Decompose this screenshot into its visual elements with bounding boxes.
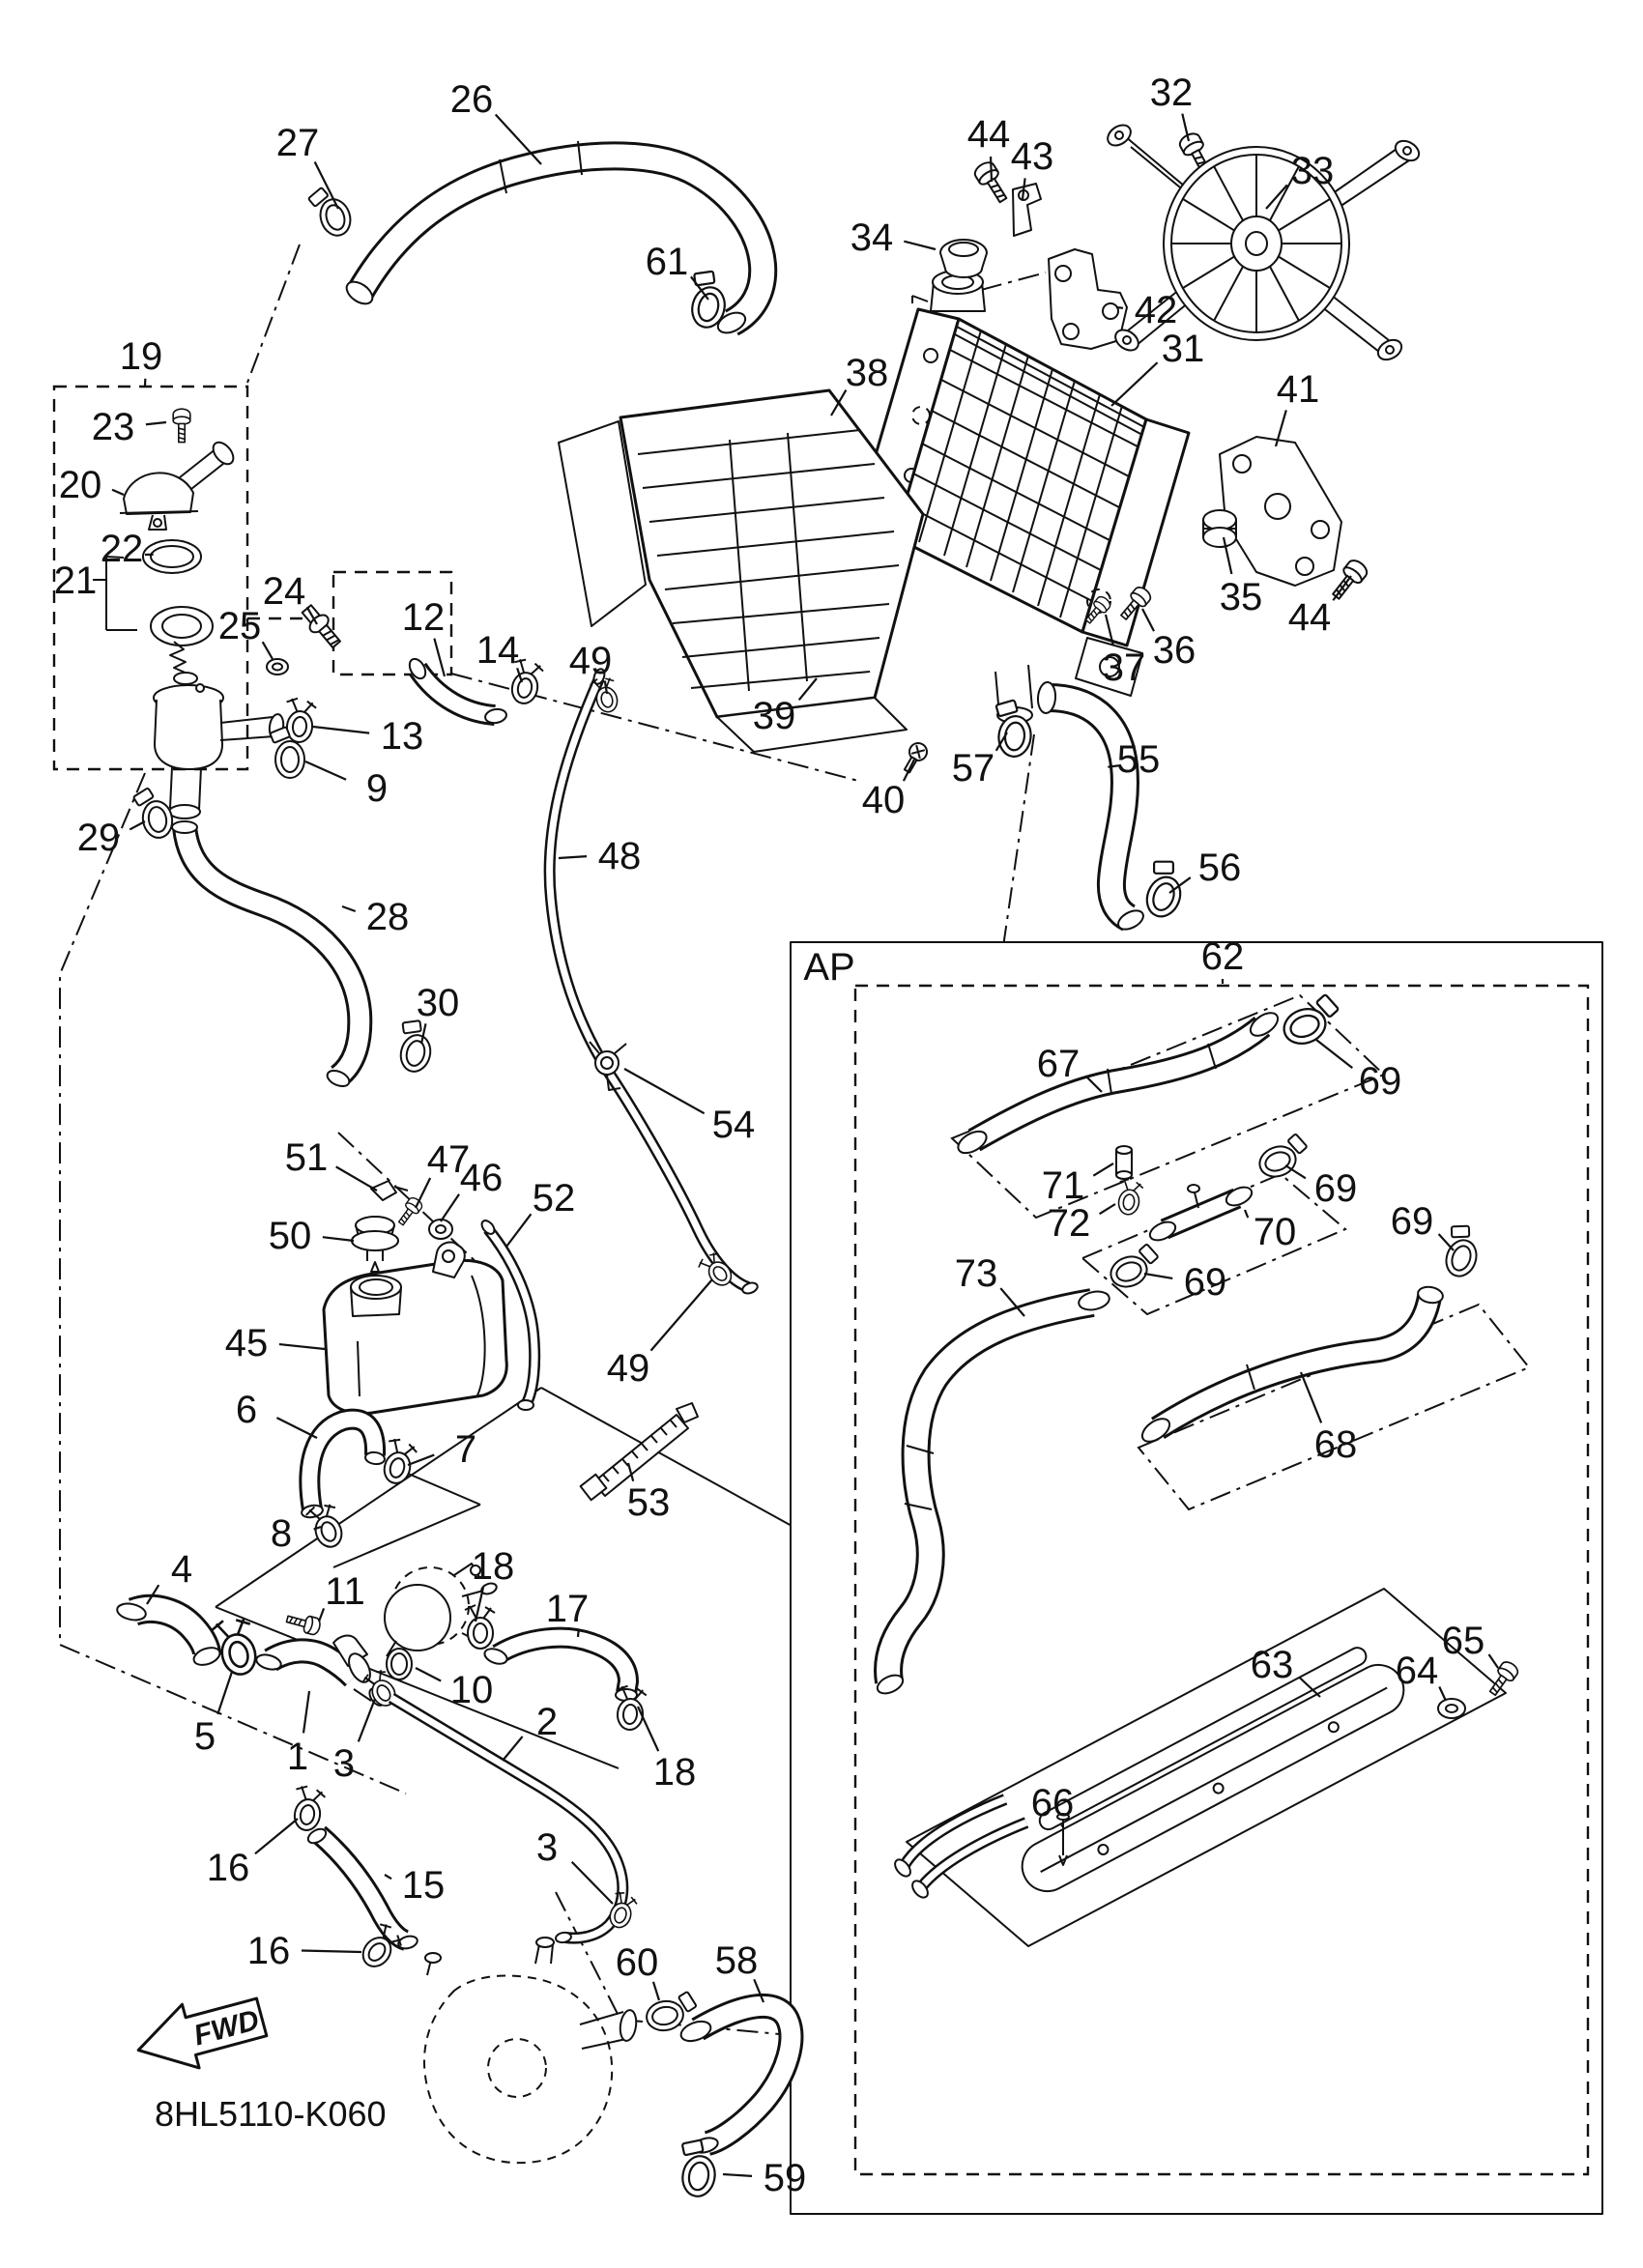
callout-label-55: 55	[1116, 738, 1161, 781]
bolt-44-top	[972, 159, 1012, 206]
callout-label-14: 14	[476, 629, 520, 672]
part-code: 8HL5110-K060	[155, 2094, 387, 2134]
callout-label-22: 22	[100, 528, 144, 570]
callout-label-60: 60	[615, 1941, 659, 1984]
callout-label-61: 61	[645, 241, 689, 283]
callout-label-56: 56	[1197, 847, 1242, 889]
callout-label-47: 47	[426, 1138, 471, 1181]
callout-label-6: 6	[235, 1389, 258, 1431]
callout-label-58: 58	[714, 1939, 759, 1982]
callout-leader	[319, 1608, 324, 1622]
callout-label-19: 19	[119, 335, 163, 378]
callout-label-52: 52	[532, 1177, 576, 1220]
callout-leader	[217, 1672, 232, 1714]
callout-label-69: 69	[1313, 1167, 1358, 1210]
callout-label-44: 44	[1287, 596, 1332, 639]
callout-label-28: 28	[365, 896, 410, 938]
callout-leader	[904, 242, 936, 249]
callout-label-69: 69	[1183, 1261, 1227, 1304]
callout-label-34: 34	[850, 216, 894, 259]
callout-leader	[336, 1166, 377, 1191]
callout-label-65: 65	[1441, 1620, 1485, 1662]
callout-label-44: 44	[966, 113, 1011, 156]
callout-leader	[279, 1344, 325, 1349]
callout-leader	[1111, 362, 1158, 406]
callout-leader	[650, 1279, 712, 1351]
callout-label-18: 18	[652, 1751, 697, 1794]
callout-label-9: 9	[365, 767, 389, 810]
callout-leader	[416, 1668, 441, 1680]
callout-label-42: 42	[1134, 289, 1178, 331]
callout-label-10: 10	[449, 1669, 494, 1711]
callout-leader	[112, 490, 124, 495]
callout-label-45: 45	[224, 1322, 269, 1364]
callout-leader	[506, 1214, 531, 1247]
callout-leader	[146, 422, 166, 424]
callout-label-38: 38	[845, 352, 889, 394]
radiator-bracket-41	[1220, 437, 1341, 586]
callout-label-48: 48	[597, 835, 642, 877]
callout-leader	[385, 1875, 391, 1879]
callout-label-72: 72	[1047, 1202, 1091, 1245]
thermostat-housing	[154, 684, 285, 818]
bolt-11	[285, 1611, 322, 1636]
reservoir-tank-45	[324, 1181, 506, 1414]
ap-box	[791, 942, 1602, 2214]
bolt-23	[173, 409, 190, 442]
hose-15	[289, 1785, 418, 1973]
callout-label-11: 11	[325, 1570, 365, 1613]
callout-label-57: 57	[951, 747, 995, 789]
callout-label-62: 62	[1200, 935, 1245, 978]
callout-leader	[578, 1630, 579, 1637]
callout-label-13: 13	[380, 715, 424, 758]
hose-6	[301, 1420, 418, 1552]
stay-bracket-43	[1013, 184, 1041, 236]
callout-leader	[723, 2174, 752, 2176]
callout-label-43: 43	[1010, 135, 1054, 178]
callout-label-31: 31	[1161, 328, 1205, 370]
callout-leader	[991, 157, 992, 182]
callout-label-53: 53	[626, 1481, 671, 1524]
fwd-arrow	[130, 1986, 270, 2082]
callout-leader	[359, 1699, 375, 1741]
callout-leader	[313, 727, 369, 733]
thermostat-cover-20	[120, 439, 237, 530]
callout-leader	[653, 1982, 659, 2000]
callout-label-50: 50	[268, 1215, 312, 1257]
callout-label-49: 49	[568, 640, 613, 682]
callout-label-39: 39	[752, 695, 796, 737]
callout-leader	[130, 821, 145, 829]
callout-label-26: 26	[449, 78, 494, 121]
callout-label-1: 1	[286, 1736, 309, 1778]
callout-label-7: 7	[454, 1428, 477, 1471]
callout-leader	[416, 1178, 430, 1208]
callout-leader	[1142, 609, 1154, 631]
callout-label-3: 3	[332, 1742, 356, 1785]
callout-label-27: 27	[275, 122, 320, 164]
callout-leader	[255, 1819, 298, 1853]
engine-cover-phantom	[424, 1938, 638, 2163]
callout-label-4: 4	[170, 1548, 193, 1591]
callout-label-25: 25	[217, 605, 262, 647]
callout-label-37: 37	[1102, 646, 1146, 689]
callout-label-46: 46	[459, 1157, 504, 1199]
callout-label-64: 64	[1395, 1650, 1439, 1692]
radiator-cap-34	[940, 240, 987, 277]
clamp-29	[132, 785, 175, 841]
callout-label-59: 59	[763, 2157, 807, 2199]
callout-label-68: 68	[1313, 1423, 1358, 1466]
callout-label-16: 16	[246, 1930, 291, 1972]
reservoir-cap-50	[352, 1217, 398, 1272]
callout-leader	[303, 1691, 309, 1733]
callout-label-2: 2	[535, 1701, 559, 1743]
callout-label-12: 12	[401, 596, 446, 639]
fwd-label: FWD	[190, 2003, 263, 2053]
callout-label-5: 5	[193, 1715, 216, 1758]
callout-leader	[323, 1237, 354, 1241]
callout-label-73: 73	[954, 1252, 998, 1295]
callout-label-40: 40	[861, 779, 906, 821]
callout-label-54: 54	[711, 1104, 756, 1146]
clamp-18a	[465, 1605, 495, 1649]
callout-leader	[434, 639, 445, 676]
washer-25	[267, 659, 288, 675]
callout-label-AP: AP	[803, 946, 855, 989]
thermostat-21	[151, 607, 213, 684]
screw-40	[900, 740, 931, 776]
hose-17	[482, 1638, 647, 1732]
callout-label-20: 20	[58, 464, 102, 506]
callout-leader	[342, 906, 356, 911]
callout-leader	[1116, 307, 1123, 308]
callout-label-32: 32	[1149, 72, 1194, 114]
callout-label-51: 51	[284, 1136, 329, 1179]
breather-hose-48	[550, 668, 760, 1296]
callout-label-69: 69	[1358, 1060, 1402, 1103]
callout-label-49: 49	[606, 1347, 650, 1390]
callout-leader	[305, 761, 346, 780]
callout-label-70: 70	[1253, 1211, 1297, 1253]
callout-leader	[276, 1418, 317, 1438]
callout-label-33: 33	[1290, 150, 1335, 192]
callout-label-71: 71	[1041, 1164, 1085, 1207]
callout-label-3: 3	[535, 1826, 559, 1869]
callout-leader	[559, 856, 587, 858]
callout-label-41: 41	[1276, 368, 1320, 411]
callout-label-18: 18	[471, 1545, 515, 1588]
grommet-46	[429, 1220, 452, 1239]
callout-label-29: 29	[76, 817, 121, 859]
callout-label-69: 69	[1390, 1200, 1434, 1243]
callout-leader	[263, 642, 273, 659]
callout-leader	[572, 1862, 613, 1904]
callout-leader	[302, 1950, 361, 1952]
callout-label-21: 21	[53, 560, 98, 602]
callout-label-24: 24	[262, 570, 306, 613]
callout-leader	[441, 1194, 459, 1221]
callout-label-67: 67	[1036, 1043, 1081, 1085]
callout-label-36: 36	[1152, 629, 1196, 672]
callout-label-23: 23	[91, 406, 135, 448]
callout-label-35: 35	[1219, 576, 1263, 618]
callout-label-63: 63	[1250, 1644, 1294, 1686]
callout-label-66: 66	[1030, 1782, 1075, 1824]
o-ring-22	[143, 540, 201, 573]
radiator-inlet-hose-26	[306, 141, 763, 336]
callout-label-17: 17	[545, 1588, 590, 1630]
o-ring-10	[387, 1649, 412, 1679]
callout-label-8: 8	[270, 1512, 293, 1555]
callout-label-16: 16	[206, 1847, 250, 1889]
callout-leader	[503, 1737, 523, 1761]
damper-35	[1203, 510, 1236, 547]
callout-leader	[638, 1707, 658, 1751]
callout-label-30: 30	[416, 982, 460, 1024]
radiator-outlet-hose-55	[1037, 681, 1192, 933]
main-hose-28	[172, 821, 438, 1089]
washer-64	[1438, 1699, 1465, 1718]
callout-label-15: 15	[401, 1864, 446, 1907]
